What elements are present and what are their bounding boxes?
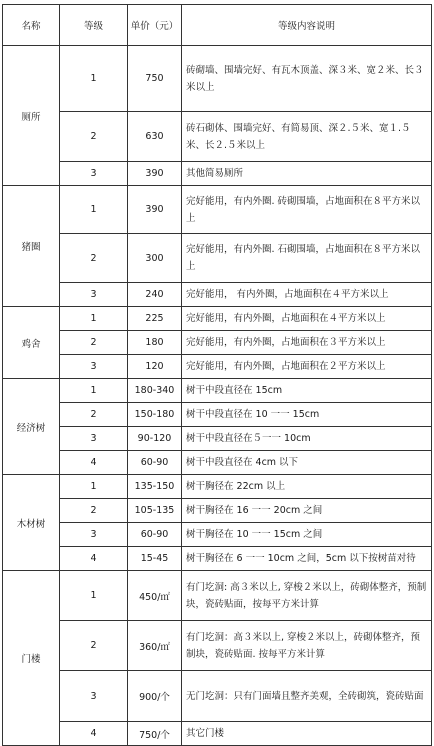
- description-cell: 树干中段直径在５一一 10cm: [182, 427, 432, 451]
- description-cell: 有门圪洞: 高３米以上, 穿梭２米以上，砖砌体整齐，预制块，瓷砖贴面，按每平方米计算: [182, 571, 432, 621]
- description-cell: 树干中段直径在 15cm: [182, 379, 432, 403]
- table-row: [3, 475, 432, 499]
- description-cell: 树干胸径在 22cm 以上: [182, 475, 432, 499]
- level-cell: 1: [60, 186, 128, 234]
- level-cell: 3: [60, 671, 128, 722]
- price-cell: 900/个: [128, 671, 182, 722]
- price-cell: 150-180: [128, 403, 182, 427]
- description-cell: 完好能用，有内外圈. 砖砌围墙，占地面积在８平方米以上: [182, 186, 432, 234]
- description-cell: 树干胸径在 16 一一 20cm 之间: [182, 499, 432, 523]
- price-cell: 240: [128, 283, 182, 307]
- level-cell: 4: [60, 722, 128, 746]
- description-cell: 树干胸径在 10 一一 15cm 之间: [182, 523, 432, 547]
- table-row: [3, 234, 432, 283]
- description-cell: 有门圪洞：高３米以上, 穿梭２米以上，砖砌体整齐，预制块，瓷砖贴面. 按每平方米计算: [182, 621, 432, 671]
- table-row: [3, 331, 432, 355]
- table-row: [3, 523, 432, 547]
- description-cell: 树干中段直径在 10 一一 15cm: [182, 403, 432, 427]
- description-cell: 树干胸径在 6 一一 10cm 之间，5cm 以下按树苗对待: [182, 547, 432, 571]
- price-cell: 750: [128, 46, 182, 112]
- level-cell: 3: [60, 162, 128, 186]
- level-cell: 3: [60, 355, 128, 379]
- description-cell: 砖石砌体、围墙完好、有简易顶、深２.５米、宽１.５米、长２.５米以上: [182, 112, 432, 162]
- price-cell: 630: [128, 112, 182, 162]
- price-cell: 180-340: [128, 379, 182, 403]
- price-cell: 225: [128, 307, 182, 331]
- level-cell: 1: [60, 46, 128, 112]
- level-cell: 1: [60, 379, 128, 403]
- level-cell: 1: [60, 475, 128, 499]
- description-cell: 完好能用，有内外圈. 石砌围墙，占地面积在８平方米以上: [182, 234, 432, 283]
- header-row: [3, 5, 432, 46]
- price-cell: 15-45: [128, 547, 182, 571]
- level-cell: 4: [60, 451, 128, 475]
- level-cell: 1: [60, 571, 128, 621]
- compensation-table: [2, 4, 432, 746]
- table-row: [3, 427, 432, 451]
- table-row: [3, 112, 432, 162]
- price-cell: 135-150: [128, 475, 182, 499]
- item-name-cell: 猪圈: [3, 186, 60, 307]
- price-cell: 105-135: [128, 499, 182, 523]
- table-row: [3, 671, 432, 722]
- price-cell: 390: [128, 186, 182, 234]
- table-row: [3, 451, 432, 475]
- price-cell: 90-120: [128, 427, 182, 451]
- header-level: 等级: [60, 5, 128, 46]
- item-name-cell: 厕所: [3, 46, 60, 186]
- level-cell: 2: [60, 499, 128, 523]
- price-cell: 360/㎡: [128, 621, 182, 671]
- description-cell: 其他简易厕所: [182, 162, 432, 186]
- table-row: [3, 547, 432, 571]
- description-cell: 完好能用，有内外圈，占地面积在２平方米以上: [182, 355, 432, 379]
- table-row: [3, 186, 432, 234]
- item-name-cell: 木材树: [3, 475, 60, 571]
- level-cell: 4: [60, 547, 128, 571]
- level-cell: 2: [60, 621, 128, 671]
- price-cell: 750/个: [128, 722, 182, 746]
- price-cell: 390: [128, 162, 182, 186]
- description-cell: 无门圪洞：只有门面墙且整齐美观，全砖砌筑，瓷砖贴面: [182, 671, 432, 722]
- table-row: [3, 499, 432, 523]
- table-row: [3, 722, 432, 746]
- description-cell: 其它门楼: [182, 722, 432, 746]
- description-cell: 完好能用，有内外圈，占地面积在４平方米以上: [182, 307, 432, 331]
- level-cell: 3: [60, 283, 128, 307]
- table-row: [3, 355, 432, 379]
- item-name-cell: 经济树: [3, 379, 60, 475]
- table-row: [3, 307, 432, 331]
- table-body: [3, 46, 432, 746]
- price-cell: 300: [128, 234, 182, 283]
- table-row: [3, 571, 432, 621]
- level-cell: 2: [60, 112, 128, 162]
- price-cell: 60-90: [128, 451, 182, 475]
- price-cell: 180: [128, 331, 182, 355]
- item-name-cell: 鸡舍: [3, 307, 60, 379]
- item-name-cell: 门楼: [3, 571, 60, 746]
- level-cell: 1: [60, 307, 128, 331]
- description-cell: 树干中段直径在 4cm 以下: [182, 451, 432, 475]
- description-cell: 完好能用， 有内外圈，占地面积在４平方米以上: [182, 283, 432, 307]
- price-cell: 120: [128, 355, 182, 379]
- level-cell: 2: [60, 234, 128, 283]
- level-cell: 3: [60, 523, 128, 547]
- description-cell: 砖砌墙、围墙完好、有瓦木顶盖、深３米、宽２米、长３ 米以上: [182, 46, 432, 112]
- table-row: [3, 403, 432, 427]
- table-row: [3, 379, 432, 403]
- price-cell: 60-90: [128, 523, 182, 547]
- price-cell: 450/㎡: [128, 571, 182, 621]
- header-price: 单价（元）: [128, 5, 182, 46]
- table-row: [3, 283, 432, 307]
- table-row: [3, 162, 432, 186]
- level-cell: 2: [60, 403, 128, 427]
- table-row: [3, 46, 432, 112]
- description-cell: 完好能用，有内外圈，占地面积在３平方米以上: [182, 331, 432, 355]
- header-name: 名称: [3, 5, 60, 46]
- level-cell: 2: [60, 331, 128, 355]
- table-row: [3, 621, 432, 671]
- header-description: 等级内容说明: [182, 5, 432, 46]
- level-cell: 3: [60, 427, 128, 451]
